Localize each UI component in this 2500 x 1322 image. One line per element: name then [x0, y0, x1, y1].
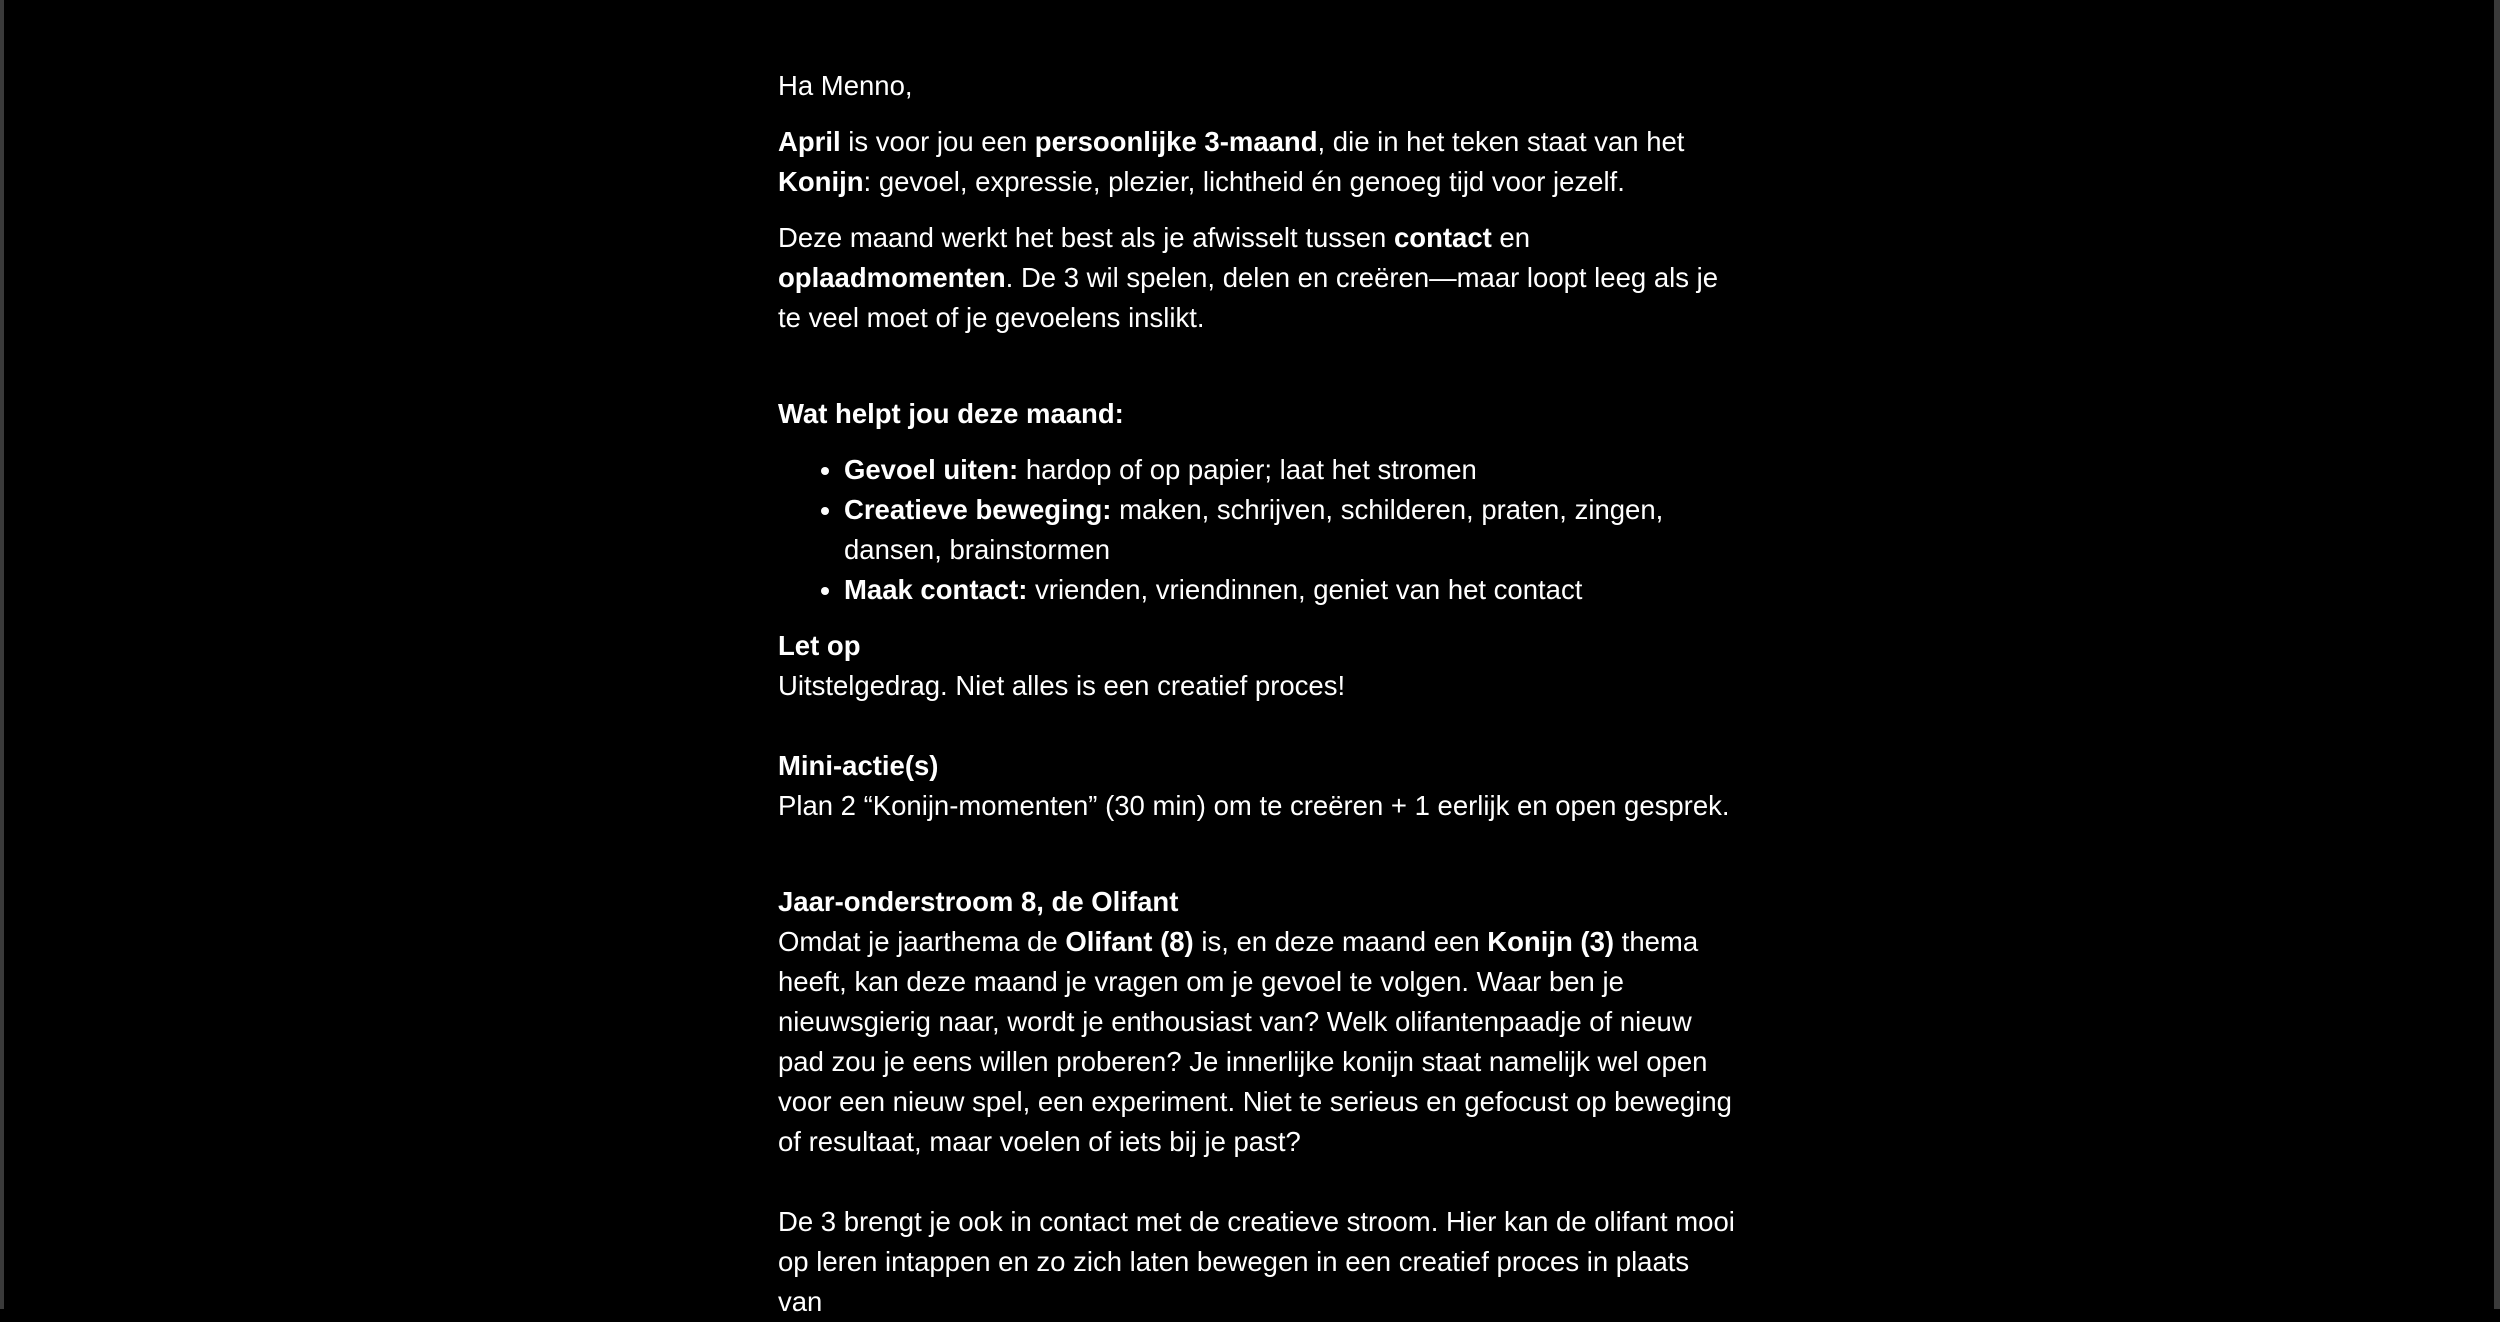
year-undercurrent-text: Omdat je jaarthema de Olifant (8) is, en deze maand een Konijn (3) thema heeft, kan deze maand je vragen om je gevoel te volgen. Waar ben je nieuwsgierig naar, wordt je enthousiast van? Welk olifantenpaadje of nieuw pad zou je eens willen proberen? Je innerlijke konijn staat namelijk wel open voor een nieuw spel, een experiment. Niet te serieus en gefocust op beweging of resultaat, maar voelen of iets bij je past? [778, 926, 1732, 1157]
mini-action-heading: Mini-actie(s) [778, 750, 939, 781]
month-theme: Konijn (3) [1487, 926, 1615, 957]
list-item: • Creatieve beweging: maken, schrijven, schilderen, praten, zingen, dansen, brainstormen [844, 490, 1738, 570]
mini-action-text: Plan 2 “Konijn-momenten” (30 min) om te creëren + 1 eerlijk en open gesprek. [778, 790, 1730, 821]
window-right-border [2494, 0, 2500, 1309]
help-heading: Wat helpt jou deze maand: [778, 398, 1124, 429]
list-item: • Gevoel uiten: hardop of op papier; laat het stromen [844, 450, 1738, 490]
month-name: April [778, 126, 841, 157]
month-animal: Konijn [778, 166, 864, 197]
intro-paragraph: April is voor jou een persoonlijke 3-maand, die in het teken staat van het Konijn: gevoel, expressie, plezier, lichtheid én genoeg tijd voor jezelf. [778, 126, 1685, 197]
contact-paragraph: Deze maand werkt het best als je afwisselt tussen contact en oplaadmomenten. De 3 wil spelen, delen en creëren—maar loopt leeg als je te veel moet of je gevoelens inslikt. [778, 222, 1719, 333]
year-undercurrent-heading: Jaar-onderstroom 8, de Olifant [778, 886, 1179, 917]
contact-keyword: contact [1393, 222, 1492, 253]
watch-out-heading: Let op [778, 630, 861, 661]
watch-out-text: Uitstelgedrag. Niet alles is een creatief proces! [778, 670, 1346, 701]
year-theme: Olifant (8) [1065, 926, 1194, 957]
email-body [778, 66, 1738, 1322]
closing-paragraph: De 3 brengt je ook in contact met de creatieve stroom. Hier kan de olifant mooi op leren intappen en zo zich laten bewegen in een creatief proces in plaats van [778, 1206, 1735, 1317]
recharge-keyword: oplaadmomenten [778, 262, 1006, 293]
list-item: • Maak contact: vrienden, vriendinnen, geniet van het contact [844, 570, 1738, 610]
window-left-border [0, 0, 4, 1309]
personal-month-label: persoonlijke 3-maand [1034, 126, 1318, 157]
greeting: Ha Menno, [778, 70, 913, 101]
help-list [778, 450, 1738, 610]
